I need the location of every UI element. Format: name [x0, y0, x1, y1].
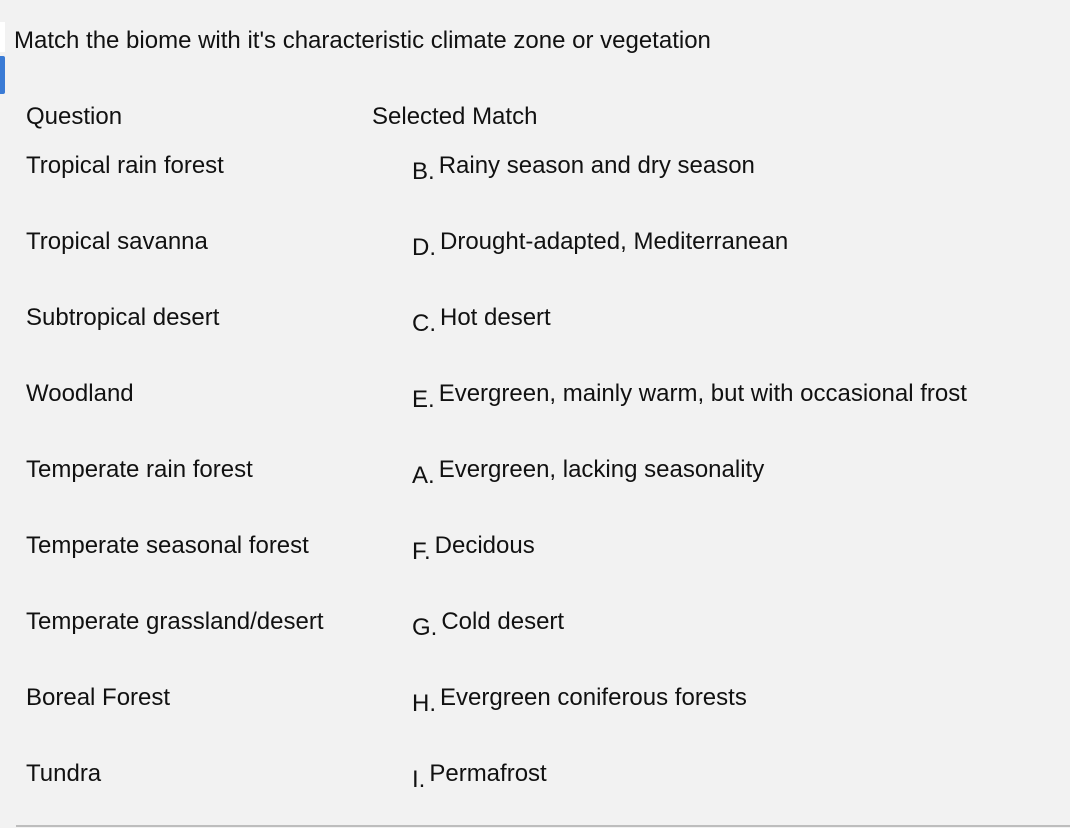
match-answer: Drought-adapted, Mediterranean — [440, 228, 789, 255]
match-answer: Evergreen, mainly warm, but with occasional frost — [438, 380, 967, 407]
left-edge-indicator — [0, 56, 5, 94]
match-table — [0, 150, 1070, 828]
match-row — [0, 378, 1070, 454]
question-text: Temperate seasonal forest — [26, 532, 309, 559]
match-answer: Permafrost — [429, 760, 547, 787]
selected-match — [412, 228, 789, 261]
match-answer: Evergreen coniferous forests — [440, 684, 747, 711]
match-answer: Cold desert — [441, 608, 565, 635]
question-text: Tropical rain forest — [26, 152, 224, 179]
match-row — [0, 150, 1070, 226]
selected-match-column-header: Selected Match — [372, 103, 538, 130]
match-row — [0, 302, 1070, 378]
bottom-divider — [16, 825, 1070, 827]
selected-match — [412, 456, 765, 489]
match-letter: B. — [412, 158, 435, 185]
match-letter: A. — [412, 462, 435, 489]
match-answer: Rainy season and dry season — [438, 152, 755, 179]
match-letter: I. — [412, 766, 426, 793]
selected-match — [412, 304, 551, 337]
match-row — [0, 606, 1070, 682]
match-letter: C. — [412, 310, 436, 337]
selected-match — [412, 380, 967, 413]
match-answer: Decidous — [434, 532, 535, 559]
question-text: Tropical savanna — [26, 228, 208, 255]
match-letter: H. — [412, 690, 436, 717]
match-letter: D. — [412, 234, 436, 261]
selected-match — [412, 608, 565, 641]
match-row — [0, 758, 1070, 828]
match-letter: F. — [412, 538, 431, 565]
match-row — [0, 454, 1070, 530]
match-row — [0, 530, 1070, 606]
match-letter: E. — [412, 386, 435, 413]
match-letter: G. — [412, 614, 438, 641]
left-edge-tab — [0, 22, 5, 52]
question-text: Tundra — [26, 760, 102, 787]
selected-match — [412, 152, 755, 185]
match-row — [0, 682, 1070, 758]
question-text: Temperate grassland/desert — [26, 608, 324, 635]
selected-match — [412, 532, 535, 565]
instruction-text: Match the biome with it's characteristic climate zone or vegetation — [14, 27, 711, 54]
match-row — [0, 226, 1070, 302]
question-text: Woodland — [26, 380, 134, 407]
question-text: Temperate rain forest — [26, 456, 253, 483]
match-answer: Hot desert — [440, 304, 551, 331]
question-text: Boreal Forest — [26, 684, 171, 711]
selected-match — [412, 684, 747, 717]
question-column-header: Question — [26, 103, 123, 130]
match-answer: Evergreen, lacking seasonality — [438, 456, 765, 483]
selected-match — [412, 760, 547, 793]
question-text: Subtropical desert — [26, 304, 220, 331]
